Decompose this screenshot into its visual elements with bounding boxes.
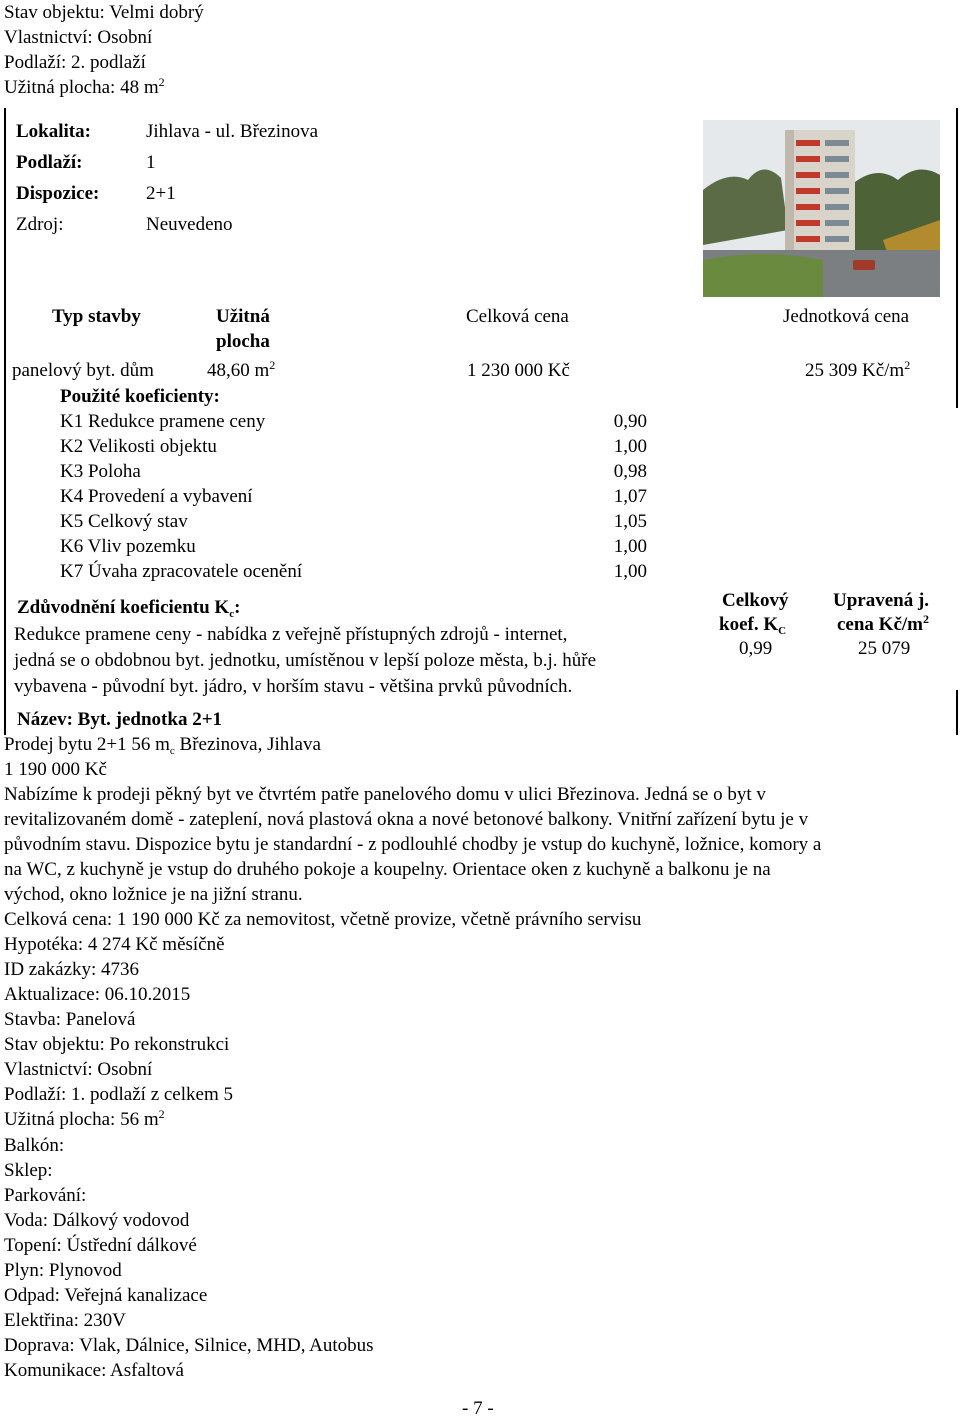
listing-prop: Parkování: — [4, 1185, 87, 1206]
frame-left-border — [4, 108, 6, 735]
coef-value: 1,07 — [613, 486, 647, 507]
coef-label: K3 Poloha — [60, 461, 141, 482]
coef-label: K1 Redukce pramene ceny — [60, 411, 266, 432]
listing-prop: Vlastnictví: Osobní — [4, 1059, 153, 1080]
listing-prop: Stav objektu: Po rekonstrukci — [4, 1034, 230, 1055]
upravena-cena-value: 25 079 — [858, 638, 911, 659]
coef-label: K7 Úvaha zpracovatele ocenění — [60, 561, 303, 582]
celkovy-koef-label-2: koef. $K_C$ — [719, 614, 787, 637]
frame-right-border — [956, 108, 958, 408]
frame-right-border-lower — [956, 690, 958, 735]
header-uzitna: Užitná — [216, 306, 270, 327]
listing-prop: Sklep: — [4, 1160, 53, 1181]
listing-desc-line: východ, okno ložnice je na jižní stranu. — [4, 884, 303, 905]
header-celkova-cena: Celková cena — [466, 306, 569, 327]
justification-line: vybavena - původní byt. jádro, v horším stavu - většina prvků původních. — [14, 676, 573, 697]
justification-title: Zdůvodnění koeficientu $K_c$: — [17, 597, 241, 620]
upravena-cena-label-2: cena $Kč/m^2$ — [837, 612, 930, 635]
top-prop-plocha: Užitná plocha: 48 $m^2$ — [4, 75, 165, 98]
podlazi-value: 1 — [146, 152, 156, 173]
coef-label: K5 Celkový stav — [60, 511, 188, 532]
header-jednotkova-cena: Jednotková cena — [783, 306, 910, 327]
listing-desc-line: Nabízíme k prodeji pěkný byt ve čtvrtém patře panelového domu v ulici Březinova. Jedná se o byt v — [4, 784, 766, 805]
listing-title: Prodej bytu 2+1 56 $m_c$ Březinova, Jihlava — [4, 734, 321, 757]
listing-prop: Plyn: Plynovod — [4, 1260, 122, 1281]
dispozice-label: Dispozice: — [16, 183, 100, 204]
listing-prop: Stavba: Panelová — [4, 1009, 136, 1030]
nazev-title: Název: Byt. jednotka 2+1 — [17, 709, 223, 730]
coef-value: 1,05 — [613, 511, 647, 532]
coefficients-title: Použité koeficienty: — [60, 386, 220, 407]
listing-prop: Celková cena: 1 190 000 Kč za nemovitost, včetně provize, včetně právního servisu — [4, 909, 642, 930]
listing-desc-line: původním stavu. Dispozice bytu je standardní - z podlouhlé chodby je vstup do kuchyně, ložnice, komory a — [4, 834, 822, 855]
row-plocha: 48,60 $m^2$ — [207, 358, 276, 381]
listing-prop: Podlaží: 1. podlaží z celkem 5 — [4, 1084, 233, 1105]
coef-value: 1,00 — [613, 436, 647, 457]
row-jednotkova: 25 309 $Kč/m^2$ — [805, 358, 911, 381]
celkovy-koef-label: Celkový — [722, 590, 789, 611]
listing-prop: Aktualizace: 06.10.2015 — [4, 984, 191, 1005]
building-photo — [703, 120, 940, 297]
listing-prop: Elektřina: 230V — [4, 1310, 126, 1331]
zdroj-value: Neuvedeno — [146, 214, 233, 235]
coef-value: 0,90 — [613, 411, 647, 432]
coef-value: 0,98 — [613, 461, 647, 482]
podlazi-label: Podlaží: — [16, 152, 83, 173]
page-number: - 7 - — [462, 1398, 494, 1419]
listing-prop: Odpad: Veřejná kanalizace — [4, 1285, 208, 1306]
celkovy-koef-value: 0,99 — [739, 638, 773, 659]
upravena-cena-label: Upravená j. — [833, 590, 930, 611]
coef-label: K6 Vliv pozemku — [60, 536, 196, 557]
coef-value: 1,00 — [613, 536, 647, 557]
header-typ-stavby: Typ stavby — [52, 306, 141, 327]
listing-prop: Voda: Dálkový vodovod — [4, 1210, 190, 1231]
lokalita-value: Jihlava - ul. Březinova — [146, 121, 319, 142]
top-prop-vlastnictvi: Vlastnictví: Osobní — [4, 27, 153, 48]
listing-prop: ID zakázky: 4736 — [4, 959, 140, 980]
zdroj-label: Zdroj: — [16, 214, 64, 235]
coef-value: 1,00 — [613, 561, 647, 582]
justification-line: jedná se o obdobnou byt. jednotku, umístěnou v lepší poloze města, b.j. hůře — [14, 650, 597, 671]
row-cena: 1 230 000 Kč — [467, 360, 570, 381]
listing-desc-line: revitalizovaném domě - zateplení, nová plastová okna a nové betonové balkony. Vnitřní zařízení bytu je v — [4, 809, 809, 830]
row-typ: panelový byt. dům — [12, 360, 154, 381]
listing-prop: Hypotéka: 4 274 Kč měsíčně — [4, 934, 225, 955]
dispozice-value: 2+1 — [146, 183, 176, 204]
listing-price: 1 190 000 Kč — [4, 759, 107, 780]
coef-label: K4 Provedení a vybavení — [60, 486, 253, 507]
justification-line: Redukce pramene ceny - nabídka z veřejně přístupných zdrojů - internet, — [14, 624, 568, 645]
listing-prop: Balkón: — [4, 1135, 65, 1156]
top-prop-stav: Stav objektu: Velmi dobrý — [4, 2, 204, 23]
listing-prop: Doprava: Vlak, Dálnice, Silnice, MHD, Autobus — [4, 1335, 374, 1356]
top-prop-podlazi: Podlaží: 2. podlaží — [4, 52, 146, 73]
coef-label: K2 Velikosti objektu — [60, 436, 217, 457]
listing-desc-line: na WC, z kuchyně je vstup do druhého pokoje a koupelny. Orientace oken z kuchyně a balkonu je na — [4, 859, 771, 880]
listing-prop: Topení: Ústřední dálkové — [4, 1235, 197, 1256]
header-plocha: plocha — [216, 331, 270, 352]
listing-prop: Komunikace: Asfaltová — [4, 1360, 184, 1381]
lokalita-label: Lokalita: — [16, 121, 91, 142]
listing-area: Užitná plocha: 56 $m^2$ — [4, 1107, 165, 1130]
